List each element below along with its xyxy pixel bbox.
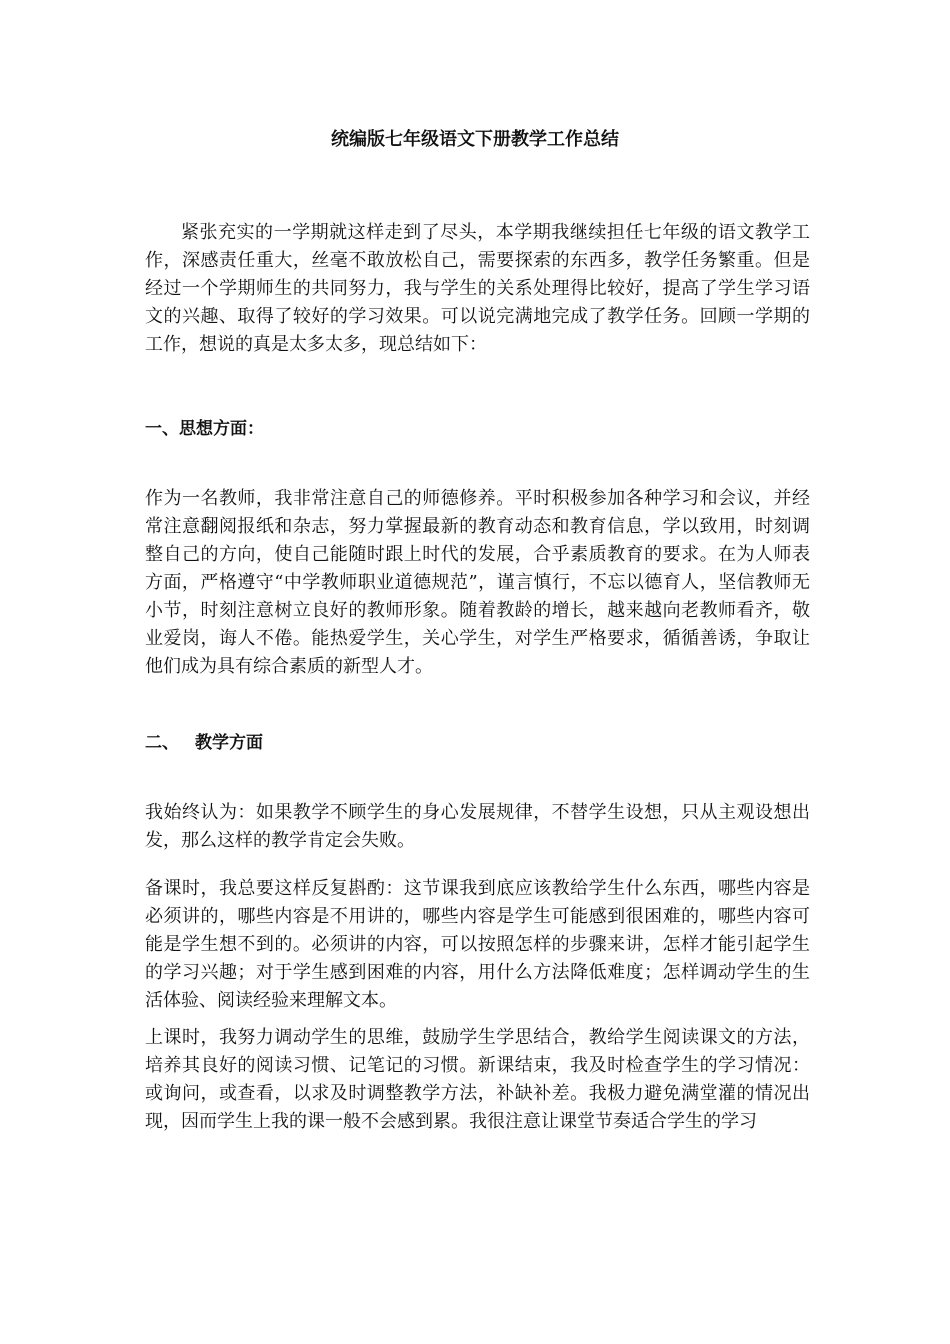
teaching-paragraph-1: 我始终认为：如果教学不顾学生的身心发展规律，不替学生设想，只从主观设想出发，那么这样的教学肯定会失败。	[145, 802, 810, 851]
section-heading-thought: 一、思想方面：	[145, 419, 264, 439]
teaching-paragraph-3: 上课时，我努力调动学生的思维，鼓励学生学思结合，教给学生阅读课文的方法，培养其良好的阅读习惯、记笔记的习惯。新课结束，我及时检查学生的学习情况：或询问，或查看，以求及时调整教学方法，补缺补差。我极力避免满堂灌的情况出现，因而学生上我的课一般不会感到累。我很注意让课堂节奏适合学生的学习	[145, 1027, 810, 1132]
section-heading-text: 教学方面	[195, 733, 263, 753]
intro-paragraph: 紧张充实的一学期就这样走到了尽头，本学期我继续担任七年级的语文教学工作，深感责任重大，丝毫不敢放松自己，需要探索的东西多，教学任务繁重。但是经过一个学期师生的共同努力，我与学生的关系处理得比较好，提高了学生学习语文的兴趣、取得了较好的学习效果。可以说完满地完成了教学任务。回顾一学期的工作，想说的真是太多太多，现总结如下：	[145, 222, 810, 355]
section-number: 二、	[145, 733, 179, 753]
teaching-paragraph-2: 备课时，我总要这样反复斟酌：这节课我到底应该教给学生什么东西，哪些内容是必须讲的，哪些内容是不用讲的，哪些内容是学生可能感到很困难的，哪些内容可能是学生想不到的。必须讲的内容，可以按照怎样的步骤来讲，怎样才能引起学生的学习兴趣；对于学生感到困难的内容，用什么方法降低难度；怎样调动学生的生活体验、阅读经验来理解文本。	[145, 878, 810, 1011]
thought-paragraph: 作为一名教师，我非常注意自己的师德修养。平时积极参加各种学习和会议，并经常注意翻阅报纸和杂志，努力掌握最新的教育动态和教育信息，学以致用，时刻调整自己的方向，使自己能随时跟上时代的发展，合乎素质教育的要求。在为人师表方面，严格遵守“中学教师职业道德规范”，谨言慎行，不忘以德育人，坚信教师无小节，时刻注意树立良好的教师形象。随着教龄的增长，越来越向老教师看齐，敬业爱岗，诲人不倦。能热爱学生，关心学生，对学生严格要求，循循善诱，争取让他们成为具有综合素质的新型人才。	[145, 488, 810, 677]
document-title: 统编版七年级语文下册教学工作总结	[331, 129, 619, 150]
section-heading-teaching	[145, 729, 810, 757]
